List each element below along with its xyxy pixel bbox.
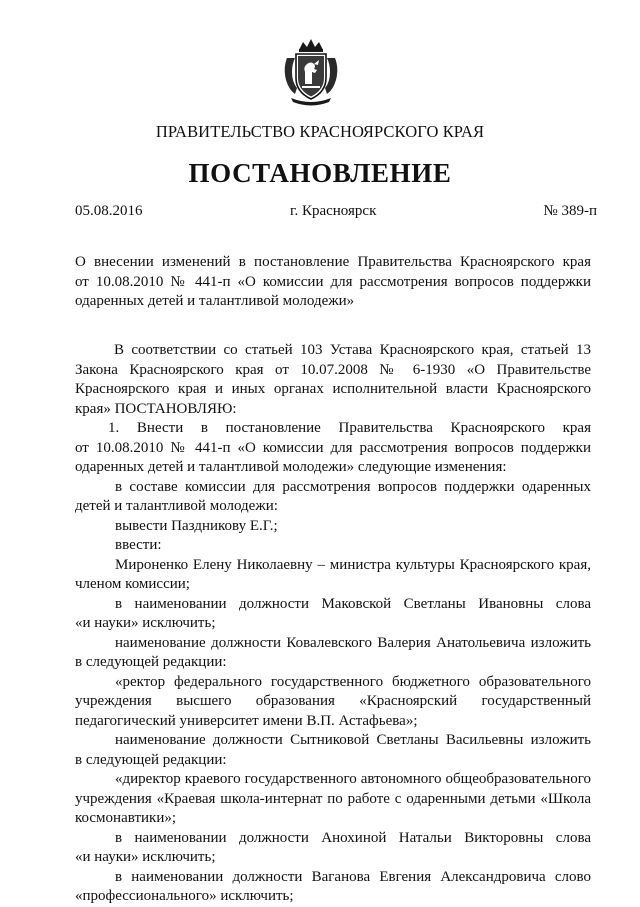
subject-line: одаренных детей и талантливой молодежи» [75, 293, 355, 309]
document-body [75, 341, 591, 907]
body-line: учреждения высшего образования «Красноярский государственный [75, 693, 591, 709]
body-line: в наименовании должности Ваганова Евгения Александровича слово [115, 868, 591, 885]
body-line: «профессионального» исключить; [75, 888, 294, 904]
document-date: 05.08.2016 [75, 203, 143, 219]
body-line: педагогический университет имени В.П. Астафьева»; [75, 712, 418, 729]
body-line: членом комиссии; [75, 576, 190, 592]
document-type-title: ПОСТАНОВЛЕНИЕ [188, 158, 452, 188]
body-line: Закона Красноярского края от 10.07.2008 № 6-1930 «О Правительстве [75, 361, 591, 378]
body-line: вывести Паздникову Е.Г.; [115, 517, 278, 534]
body-line: в следующей редакции: [75, 654, 227, 670]
body-line: наименование должности Ковалевского Валерия Анатольевича изложить [115, 634, 591, 651]
body-line: в наименовании должности Анохиной Натальи Викторовны слова [115, 829, 591, 846]
document-city: г. Красноярск [290, 203, 377, 219]
body-line: учреждения «Краевая школа-интернат по работе с одаренными детьми «Школа [75, 790, 591, 807]
body-line: Мироненко Елену Николаевну – министра культуры Красноярского края, [115, 556, 591, 573]
body-line: одаренных детей и талантливой молодежи» следующие изменения: [75, 459, 507, 475]
body-line: в наименовании должности Маковской Светланы Ивановны слова [115, 595, 591, 612]
body-line: в следующей редакции: [75, 751, 227, 768]
body-line: В соответствии со статьей 103 Устава Красноярского края, статьей 13 [114, 342, 591, 358]
body-line: космонавтики»; [75, 810, 177, 826]
body-line: Красноярского края и иных органах исполнительной власти Красноярского [75, 381, 591, 397]
body-line: «и науки» исключить; [75, 849, 216, 865]
body-line: от 10.08.2010 № 441-п «О комиссии для рассмотрения вопросов поддержки [75, 439, 591, 456]
document-subject [75, 253, 591, 312]
document-meta-row [75, 203, 597, 223]
body-line: «и науки» исключить; [75, 615, 216, 631]
subject-line: от 10.08.2010 № 441-п «О комиссии для рассмотрения вопросов поддержки [75, 273, 591, 290]
body-line: наименование должности Сытниковой Светланы Васильевны изложить [115, 732, 591, 748]
government-name: ПРАВИТЕЛЬСТВО КРАСНОЯРСКОГО КРАЯ [155, 122, 485, 141]
body-line: детей и талантливой молодежи: [75, 498, 278, 514]
coat-of-arms-emblem [281, 36, 341, 108]
body-line: края» ПОСТАНОВЛЯЮ: [75, 400, 237, 417]
subject-line: О внесении изменений в постановление Правительства Красноярского края [75, 254, 591, 270]
body-line: в составе комиссии для рассмотрения вопросов поддержки одаренных [115, 478, 591, 495]
body-line: «директор краевого государственного автономного общеобразовательного [115, 771, 591, 787]
body-line: ввести: [115, 537, 162, 553]
body-line: 1. Внести в постановление Правительства Красноярского края [108, 420, 591, 436]
body-line: «ректор федерального государственного бюджетного образовательного [115, 673, 591, 690]
document-number: № 389-п [543, 203, 597, 219]
